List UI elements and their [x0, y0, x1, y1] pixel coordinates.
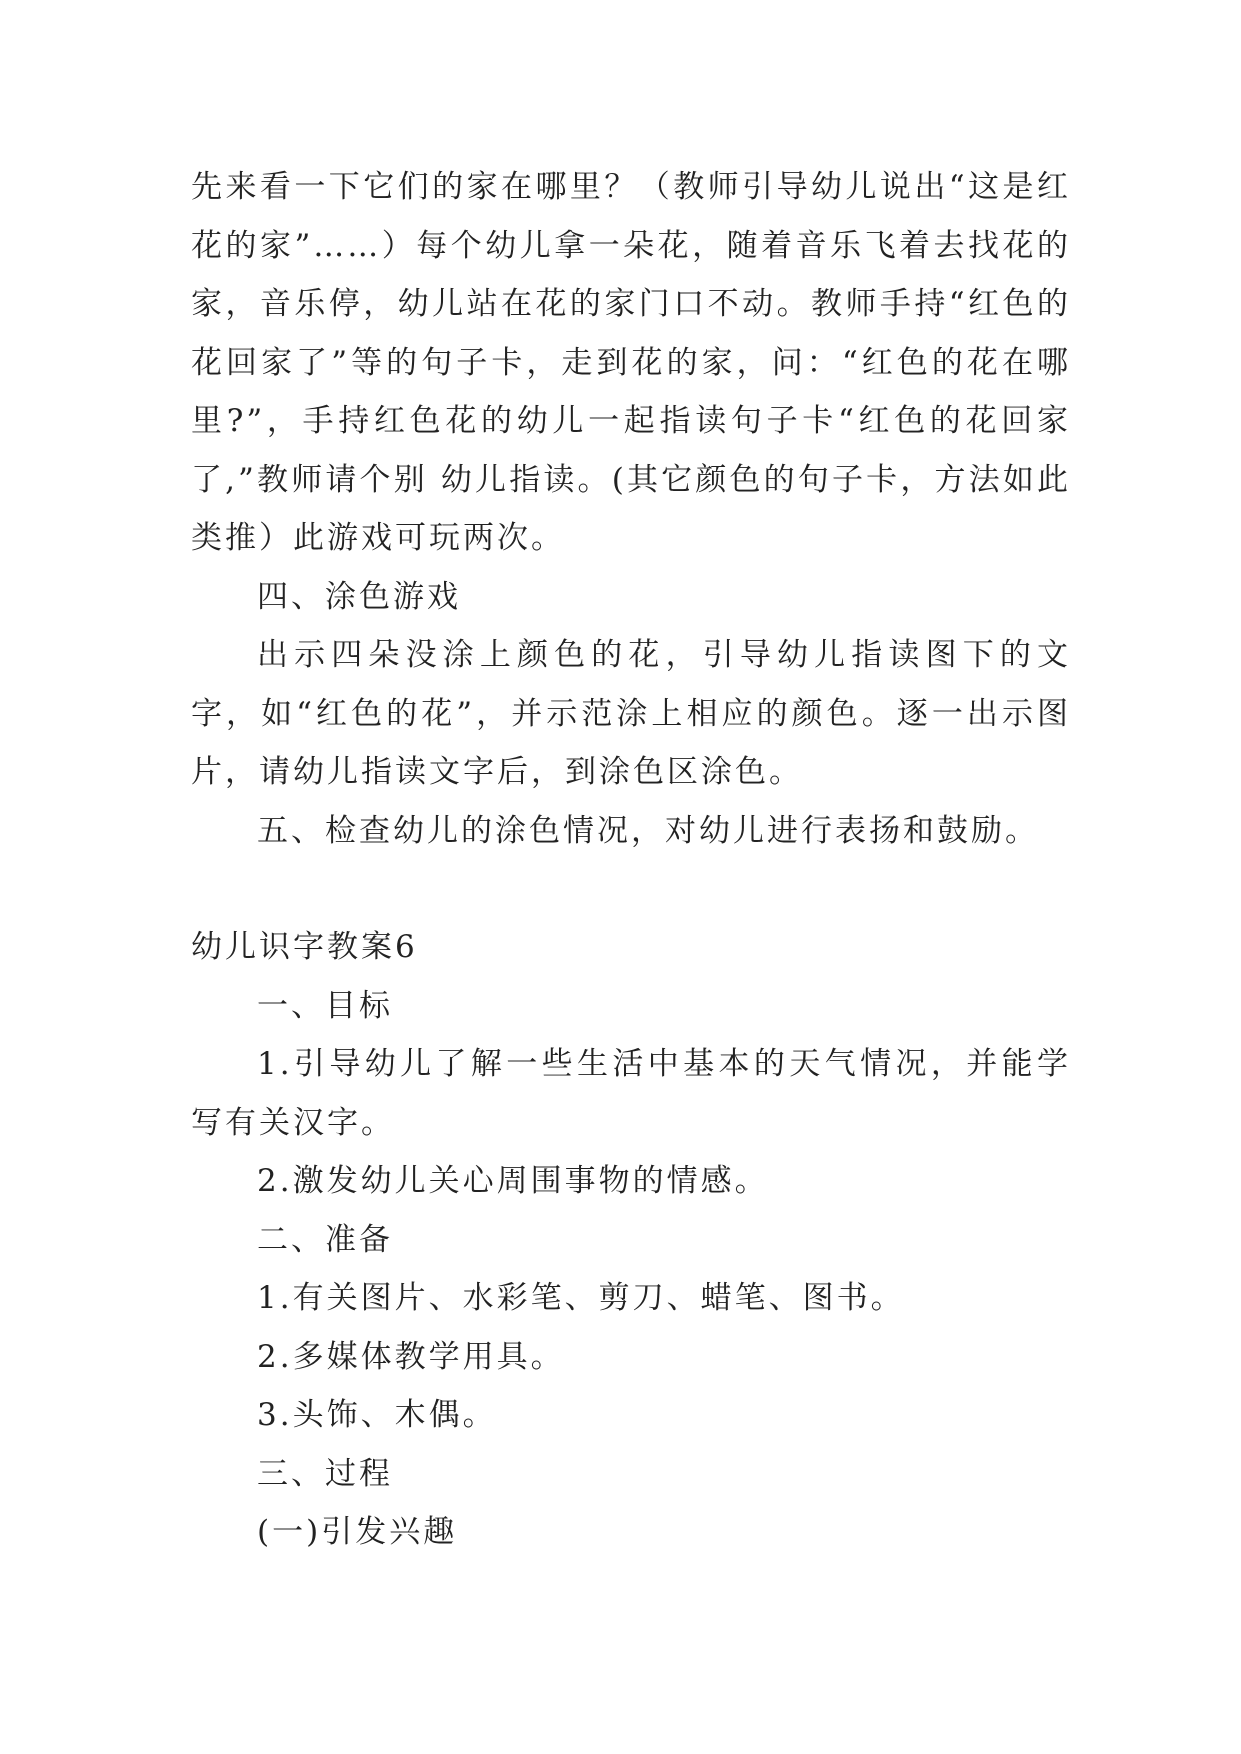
section-spacer: [191, 860, 1071, 918]
paragraph-check-coloring: 五、检查幼儿的涂色情况，对幼儿进行表扬和鼓励。: [257, 812, 1039, 849]
heading-goals: 一、目标: [257, 987, 393, 1024]
preparation-item-3: 3.头饰、木偶。: [257, 1397, 497, 1433]
section-title: 幼儿识字教案6: [191, 929, 418, 965]
heading-preparation: 二、准备: [257, 1221, 393, 1258]
paragraph-coloring-instructions: 出示四朵没涂上颜色的花，引导幼儿指读图下的文字，如“红色的花”，并示范涂上相应的颜色。逐一出示图片，请幼儿指读文字后，到涂色区涂色。: [191, 637, 1071, 790]
document-body: [191, 158, 1071, 1562]
goal-item-1: 1.引导幼儿了解一些生活中基本的天气情况，并能学写有关汉字。: [191, 1046, 1071, 1141]
process-step-1: (一)引发兴趣: [257, 1514, 458, 1550]
preparation-item-1: 1.有关图片、水彩笔、剪刀、蜡笔、图书。: [257, 1280, 905, 1316]
paragraph-flower-game: 先来看一下它们的家在哪里？（教师引导幼儿说出“这是红花的家”……）每个幼儿拿一朵花，随着音乐飞着去找花的家，音乐停，幼儿站在花的家门口不动。教师手持“红色的花回家了”等的句子卡，走到花的家，问：“红色的花在哪里?”，手持红色花的幼儿一起指读句子卡“红色的花回家了,”教师请个别 幼儿指读。(其它颜色的句子卡，方法如此类推）此游戏可玩两次。: [191, 169, 1071, 556]
preparation-item-2: 2.多媒体教学用具。: [257, 1338, 565, 1375]
heading-coloring-game: 四、涂色游戏: [257, 578, 461, 615]
heading-process: 三、过程: [257, 1455, 393, 1492]
goal-item-2: 2.激发幼儿关心周围事物的情感。: [257, 1163, 769, 1199]
